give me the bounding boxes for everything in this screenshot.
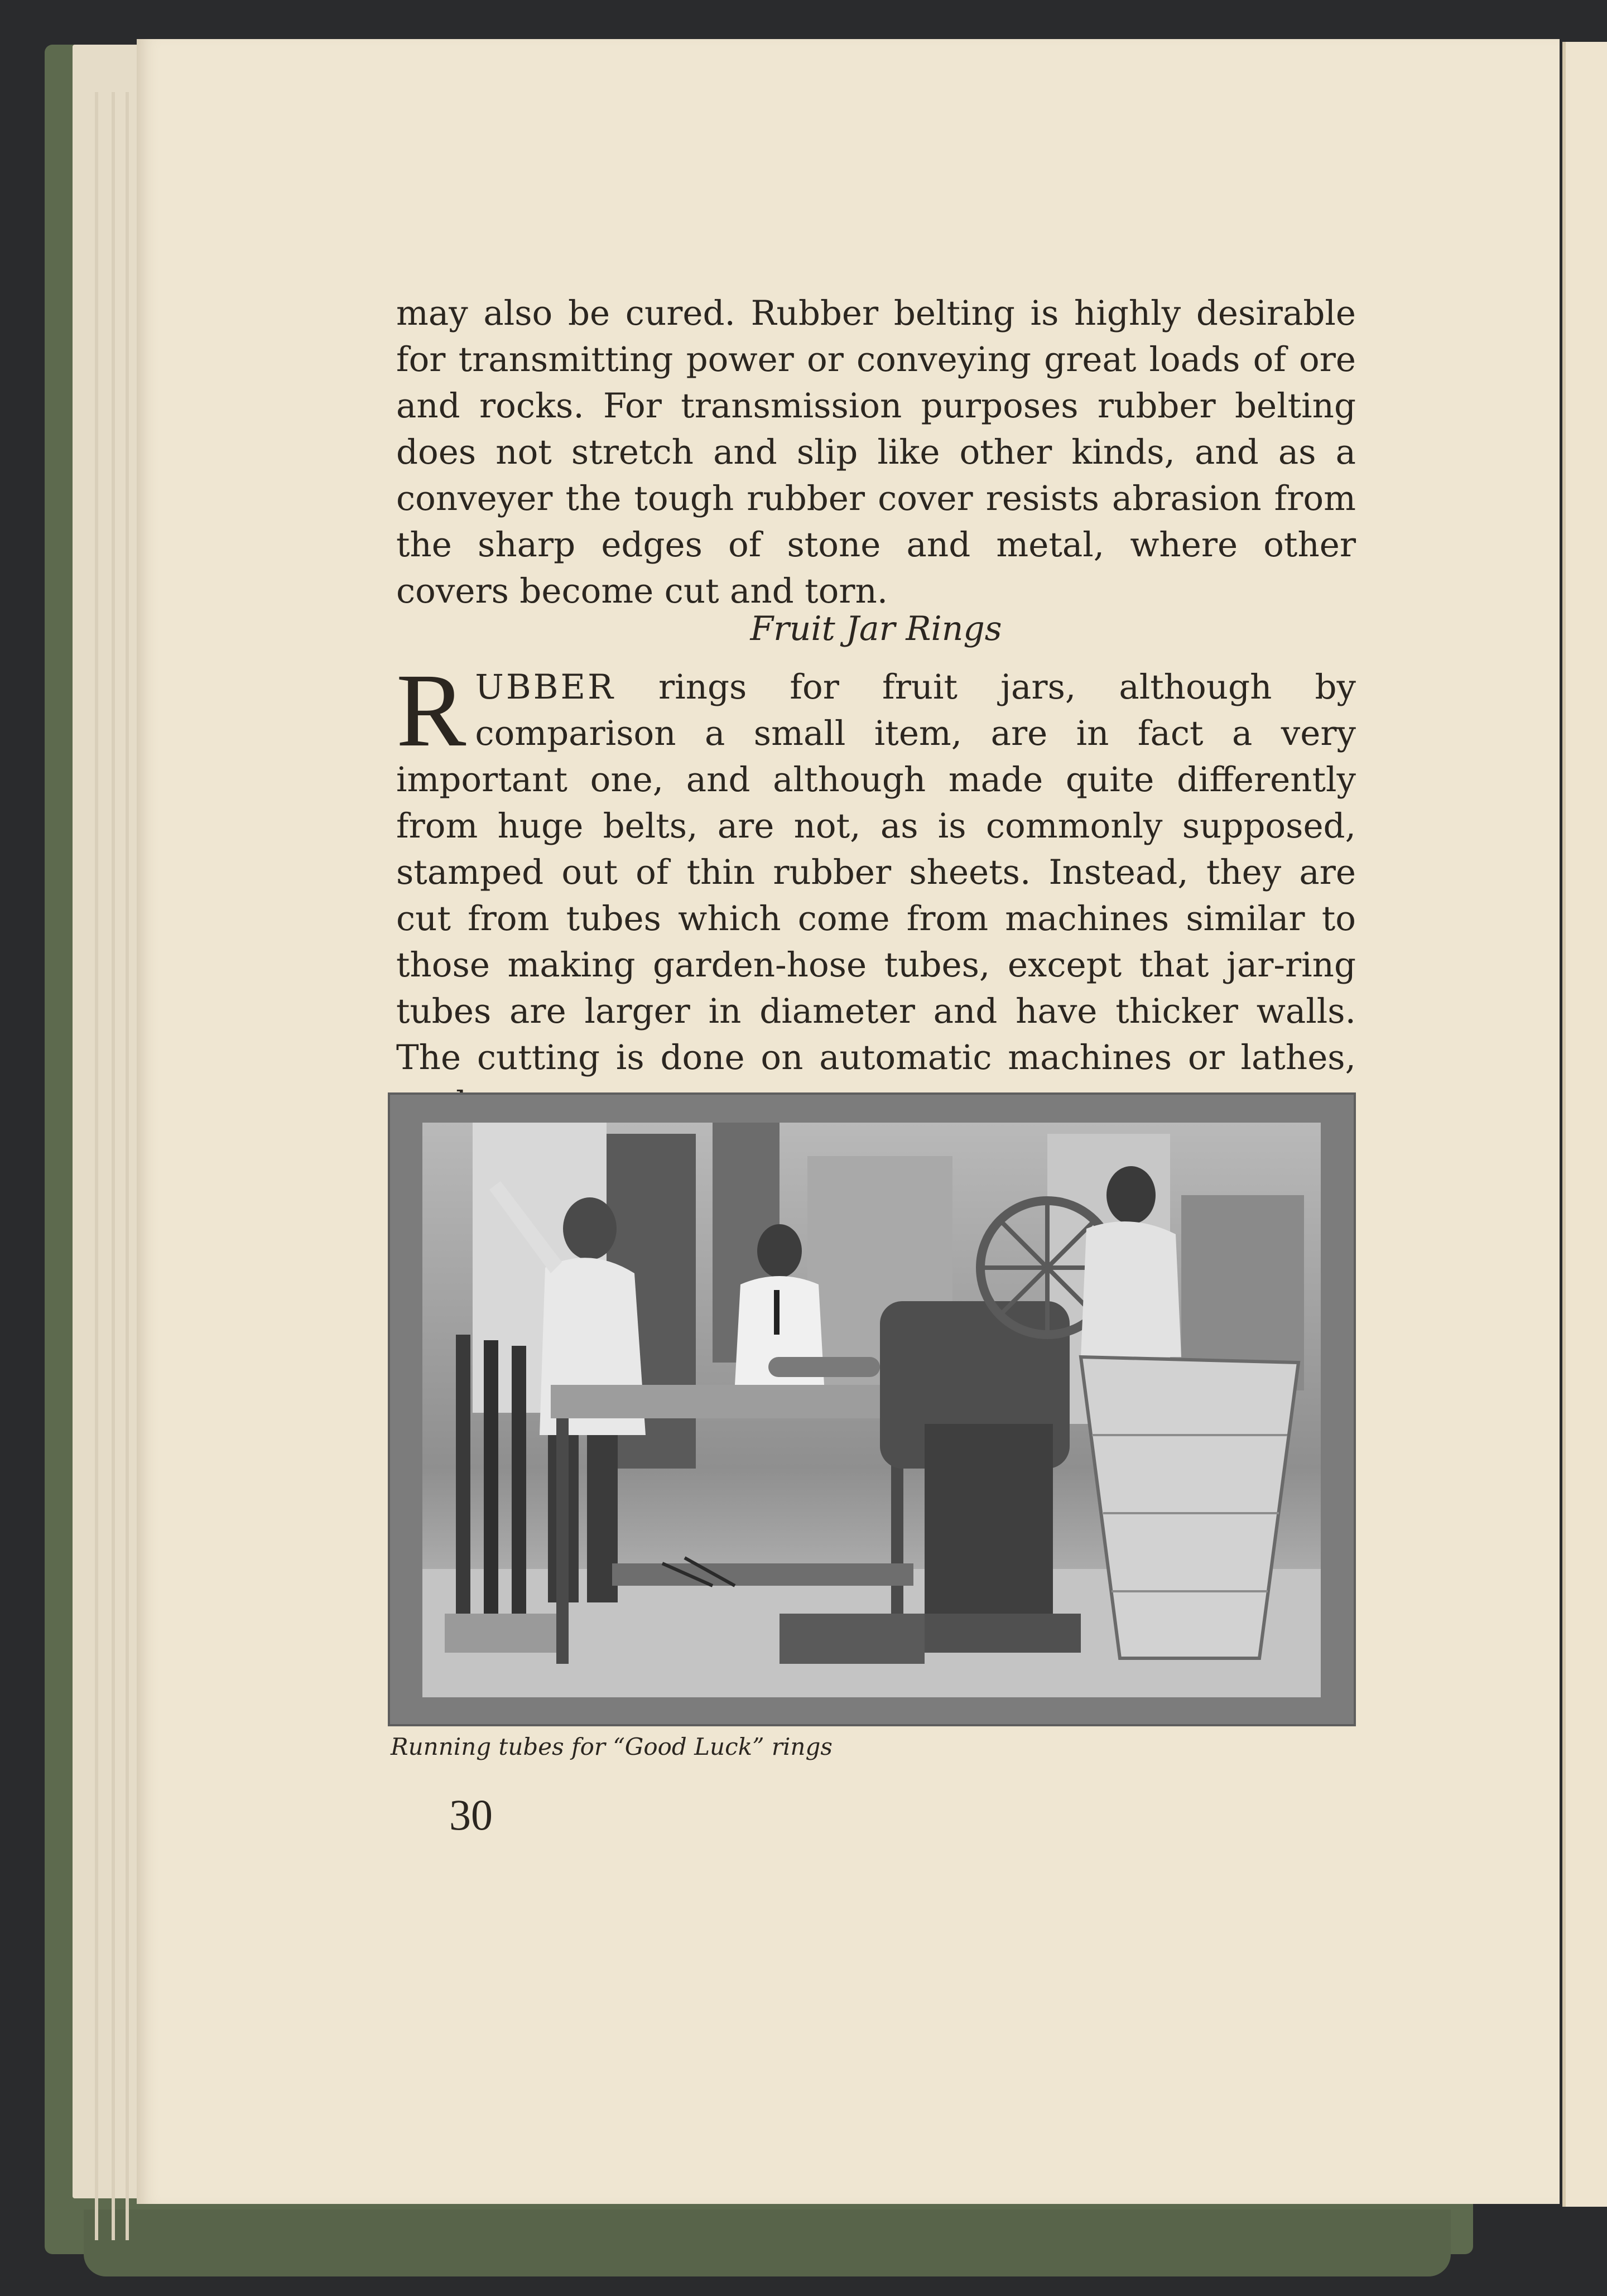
factory-scene-illustration xyxy=(422,1123,1321,1697)
section-heading: Fruit Jar Rings xyxy=(750,609,1002,648)
figure-caption: Running tubes for “Good Luck” rings xyxy=(391,1733,833,1760)
paragraph-rest: rings for fruit jars, although by comparison a small item, are in fact a very important one, and although made quite differently from huge belts, are not, as is commonly supposed, stamped out of thin rubber sheets. Instead, they are cut from tubes which come from machines similar to those making garden-hose tubes, except that jar-ring tubes are larger in diameter and have thicker walls. The cutting is done on automatic machines or lathes, xyxy=(396,667,1356,1077)
photo-frame xyxy=(388,1092,1356,1726)
page-edge-line xyxy=(95,92,98,2240)
book-cover-bottom xyxy=(84,2210,1451,2276)
page-number: 30 xyxy=(449,1790,493,1839)
paragraph-belting: may also be cured. Rubber belting is highly desirable for transmitting power or conveying great loads of ore and rocks. For transmission purposes rubber belting does not stretch and slip like other kinds, and as a conveyer the tough rubber cover resists abrasion from the sharp edges of stone and metal, where other covers become cut and torn. xyxy=(396,293,1356,611)
page-edge-line xyxy=(112,92,115,2240)
body-text-top xyxy=(396,290,1356,614)
drop-cap: R xyxy=(396,652,466,768)
small-caps-lead: UBBER xyxy=(475,667,615,707)
paragraph-fruit-jar-rings xyxy=(396,652,1356,1127)
body-text-fruit-jar-rings xyxy=(396,652,1356,1127)
page-edge-line xyxy=(126,92,129,2240)
facing-page-edge xyxy=(1562,42,1607,2207)
factory-photograph xyxy=(422,1123,1321,1697)
